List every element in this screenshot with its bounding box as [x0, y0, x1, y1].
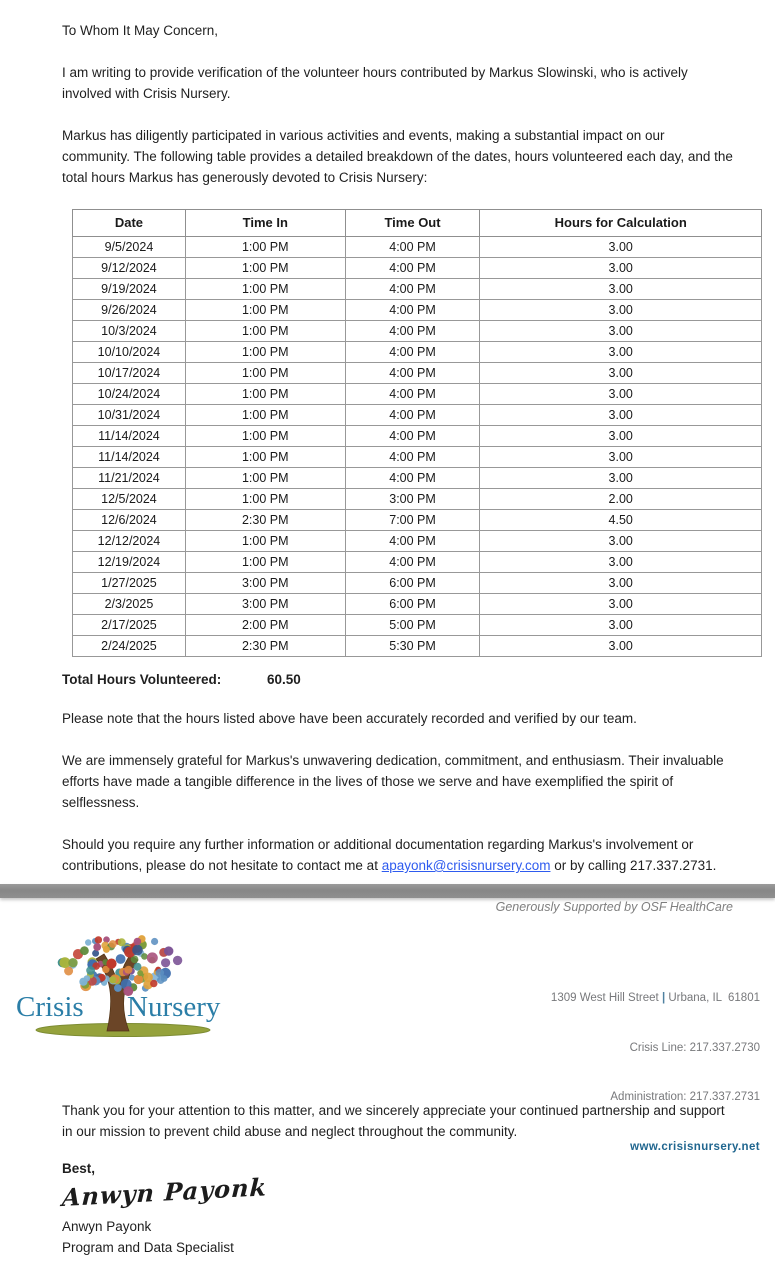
table-row: 10/10/2024 1:00 PM 4:00 PM 3.00	[73, 342, 762, 363]
email-link[interactable]: apayonk@crisisnursery.com	[381, 858, 551, 873]
address-street: 1309 West Hill Street	[550, 992, 662, 1004]
table-row: 2/3/2025 3:00 PM 6:00 PM 3.00	[73, 594, 762, 615]
table-row: 9/5/2024 1:00 PM 4:00 PM 3.00	[73, 237, 762, 258]
table-row: 12/12/2024 1:00 PM 4:00 PM 3.00	[73, 531, 762, 552]
table-row: 11/14/2024 1:00 PM 4:00 PM 3.00	[73, 426, 762, 447]
table-row: 10/31/2024 1:00 PM 4:00 PM 3.00	[73, 405, 762, 426]
volunteer-hours-table	[72, 209, 762, 657]
table-row: 11/14/2024 1:00 PM 4:00 PM 3.00	[73, 447, 762, 468]
total-hours-line	[62, 669, 733, 690]
address-separator: |	[661, 992, 666, 1004]
administration-phone: Administration: 217.337.2731	[610, 1091, 760, 1103]
total-hours-label: Total Hours Volunteered:	[62, 672, 222, 687]
crisis-nursery-logo	[16, 932, 231, 1044]
table-intro-paragraph: Markus has diligently participated in various activities and events, making a substantial impact on our community. The following table provides a detailed breakdown of the dates, hours volunteered each day, and the total hours Markus has generously devoted to Crisis Nursery:	[62, 128, 733, 185]
col-header-time-out: Time Out	[345, 210, 480, 237]
closing-block	[62, 1100, 733, 1258]
handwritten-signature: Anwyn Payonk	[61, 1172, 268, 1213]
supported-by-note: Generously Supported by OSF HealthCare	[495, 900, 733, 914]
table-row: 10/3/2024 1:00 PM 4:00 PM 3.00	[73, 321, 762, 342]
table-row: 12/19/2024 1:00 PM 4:00 PM 3.00	[73, 552, 762, 573]
logo-word-crisis: Crisis	[16, 991, 84, 1023]
salutation: To Whom It May Concern,	[62, 23, 219, 38]
hours-table-body	[73, 237, 762, 657]
table-row: 2/24/2025 2:30 PM 5:30 PM 3.00	[73, 636, 762, 657]
address-line	[551, 990, 760, 1007]
note-paragraph: Please note that the hours listed above have been accurately recorded and verified by our team.	[62, 711, 637, 726]
gratitude-paragraph: We are immensely grateful for Markus's unwavering dedication, commitment, and enthusiasm. Their invaluable efforts have made a tangible difference in the lives of those we serve and have exemplified the spirit of selflessness.	[62, 753, 724, 810]
table-row: 10/24/2024 1:00 PM 4:00 PM 3.00	[73, 384, 762, 405]
col-header-hours: Hours for Calculation	[480, 210, 762, 237]
table-header-row	[73, 210, 762, 237]
logo-canopy	[58, 935, 183, 996]
table-row: 9/26/2024 1:00 PM 4:00 PM 3.00	[73, 300, 762, 321]
thanks-paragraph: Thank you for your attention to this matter, and we sincerely appreciate your continued partnership and support in our mission to prevent child abuse and neglect throughout the community.	[62, 1103, 725, 1139]
table-row: 11/21/2024 1:00 PM 4:00 PM 3.00	[73, 468, 762, 489]
crisis-line-phone: Crisis Line: 217.337.2730	[629, 1041, 760, 1054]
contact-paragraph	[62, 834, 733, 876]
contact-text-after: or by calling 217.337.2731.	[550, 858, 717, 873]
table-row: 12/6/2024 2:30 PM 7:00 PM 4.50	[73, 510, 762, 531]
logo-word-nursery: Nursery	[127, 991, 221, 1023]
signer-title: Program and Data Specialist	[62, 1240, 234, 1255]
signoff: Best,	[62, 1161, 96, 1176]
website-link[interactable]: www.crisisnursery.net	[630, 1140, 760, 1153]
table-row: 10/17/2024 1:00 PM 4:00 PM 3.00	[73, 363, 762, 384]
signer-name: Anwyn Payonk	[62, 1219, 152, 1234]
table-row: 1/27/2025 3:00 PM 6:00 PM 3.00	[73, 573, 762, 594]
table-row: 12/5/2024 1:00 PM 3:00 PM 2.00	[73, 489, 762, 510]
address-city: Urbana, IL 61801	[665, 992, 760, 1004]
table-row: 9/12/2024 1:00 PM 4:00 PM 3.00	[73, 258, 762, 279]
contact-text-before: Should you require any further information or additional documentation regarding Markus's involvement or contributions, please do not hesitate to contact me at	[62, 837, 694, 873]
handprint-tree-icon	[16, 932, 231, 1044]
footer-divider-bar	[0, 884, 775, 898]
total-hours-value: 60.50	[267, 672, 301, 687]
col-header-time-in: Time In	[185, 210, 345, 237]
col-header-date: Date	[73, 210, 186, 237]
table-row: 9/19/2024 1:00 PM 4:00 PM 3.00	[73, 279, 762, 300]
table-row: 2/17/2025 2:00 PM 5:00 PM 3.00	[73, 615, 762, 636]
intro-paragraph: I am writing to provide verification of the volunteer hours contributed by Markus Slowinski, who is actively involved with Crisis Nursery.	[62, 65, 688, 101]
